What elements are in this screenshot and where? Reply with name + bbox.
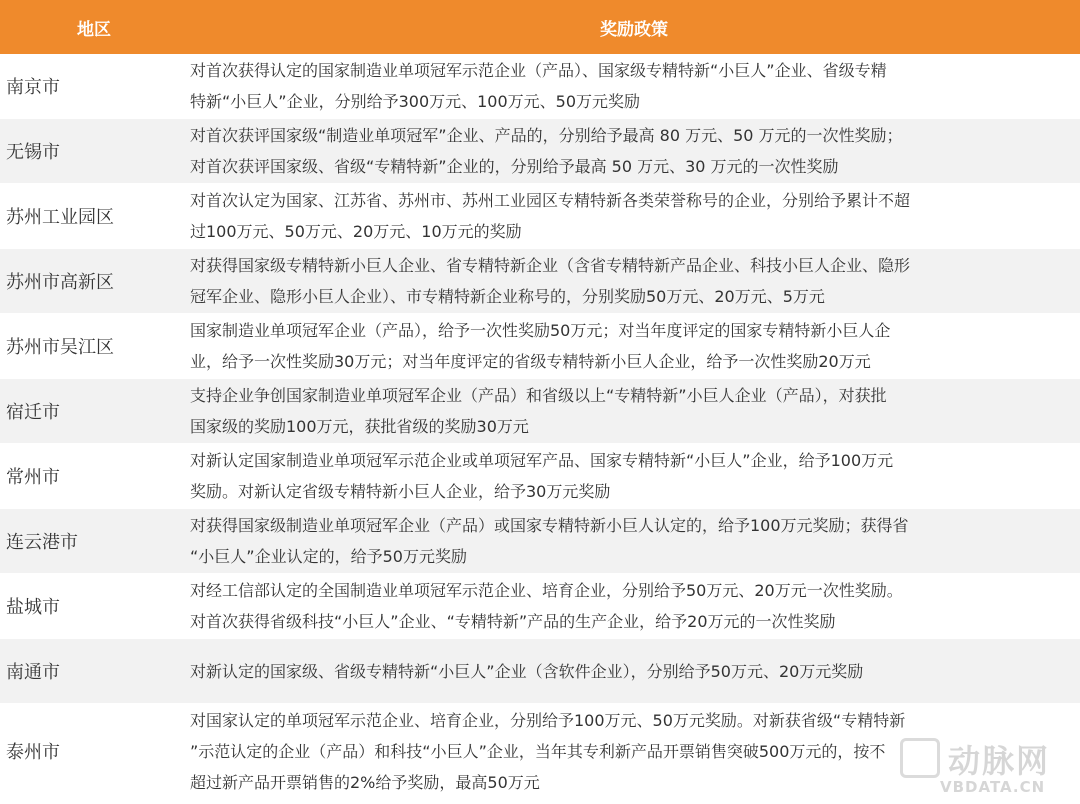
row-policy: 国家制造业单项冠军企业（产品），给予一次性奖励50万元；对当年度评定的国家专精特新小巨人企 业，给予一次性奖励30万元；对当年度评定的省级专精特新小巨人企业，给予一次性奖励20万元 xyxy=(190,321,891,371)
table-row xyxy=(0,639,1080,704)
table-row xyxy=(0,574,1080,639)
table-row xyxy=(0,249,1080,314)
row-policy: 对国家认定的单项冠军示范企业、培育企业，分别给予100万元、50万元奖励。对新获省级“专精特新 ”示范认定的企业（产品）和科技“小巨人”企业，当年其专利新产品开票销售突破500万元的，按不 超过新产品开票销售的2%给予奖励，最高50万元 xyxy=(190,710,906,792)
row-policy: 对首次获评国家级“制造业单项冠军”企业、产品的，分别给予最高 80 万元、50 万元的一次性奖励； 对首次获评国家级、省级“专精特新”企业的，分别给予最高 50 万元、30 万元的一次性奖励 xyxy=(190,126,903,176)
watermark-logo-icon xyxy=(900,738,940,778)
table-row xyxy=(0,119,1080,184)
row-region: 盐城市 xyxy=(6,597,60,618)
row-region: 南京市 xyxy=(6,77,60,98)
table-row xyxy=(0,444,1080,509)
table-row xyxy=(0,184,1080,249)
row-region: 连云港市 xyxy=(6,532,78,553)
row-policy: 对经工信部认定的全国制造业单项冠军示范企业、培育企业，分别给予50万元、20万元一次性奖励。 对首次获得省级科技“小巨人”企业、“专精特新”产品的生产企业，给予20万元的一次性奖励 xyxy=(190,581,903,631)
row-policy: 对首次认定为国家、江苏省、苏州市、苏州工业园区专精特新各类荣誉称号的企业，分别给予累计不超 过100万元、50万元、20万元、10万元的奖励 xyxy=(190,191,911,241)
row-region: 宿迁市 xyxy=(6,402,60,423)
row-region: 苏州工业园区 xyxy=(6,207,114,228)
watermark xyxy=(900,736,1070,798)
watermark-text-en: VBDATA.CN xyxy=(940,778,1046,796)
table-row xyxy=(0,379,1080,444)
row-region: 南通市 xyxy=(6,662,60,683)
row-region: 无锡市 xyxy=(6,142,60,163)
row-policy: 对新认定的国家级、省级专精特新“小巨人”企业（含软件企业），分别给予50万元、20万元奖励 xyxy=(190,661,864,681)
row-region: 苏州市高新区 xyxy=(6,272,114,293)
table-header xyxy=(0,0,1080,54)
row-policy: 对获得国家级专精特新小巨人企业、省专精特新企业（含省专精特新产品企业、科技小巨人企业、隐形 冠军企业、隐形小巨人企业）、市专精特新企业称号的，分别奖励50万元、20万元、5万元 xyxy=(190,256,911,306)
row-policy: 对获得国家级制造业单项冠军企业（产品）或国家专精特新小巨人认定的，给予100万元奖励；获得省 “小巨人”企业认定的，给予50万元奖励 xyxy=(190,516,909,566)
row-region: 常州市 xyxy=(6,467,60,488)
row-policy: 对新认定国家制造业单项冠军示范企业或单项冠军产品、国家专精特新“小巨人”企业，给予100万元 奖励。对新认定省级专精特新小巨人企业，给予30万元奖励 xyxy=(190,451,894,501)
table-row xyxy=(0,509,1080,574)
row-region: 泰州市 xyxy=(6,742,60,763)
header-region: 地区 xyxy=(77,19,111,40)
row-region: 苏州市吴江区 xyxy=(6,337,114,358)
row-policy: 支持企业争创国家制造业单项冠军企业（产品）和省级以上“专精特新”小巨人企业（产品），对获批 国家级的奖励100万元，获批省级的奖励30万元 xyxy=(190,386,887,436)
watermark-text-cn: 动脉网 xyxy=(948,742,1051,780)
header-policy: 奖励政策 xyxy=(600,19,668,40)
row-policy: 对首次获得认定的国家制造业单项冠军示范企业（产品）、国家级专精特新“小巨人”企业、省级专精 特新“小巨人”企业，分别给予300万元、100万元、50万元奖励 xyxy=(190,61,887,111)
table-row xyxy=(0,314,1080,379)
table-row xyxy=(0,54,1080,119)
